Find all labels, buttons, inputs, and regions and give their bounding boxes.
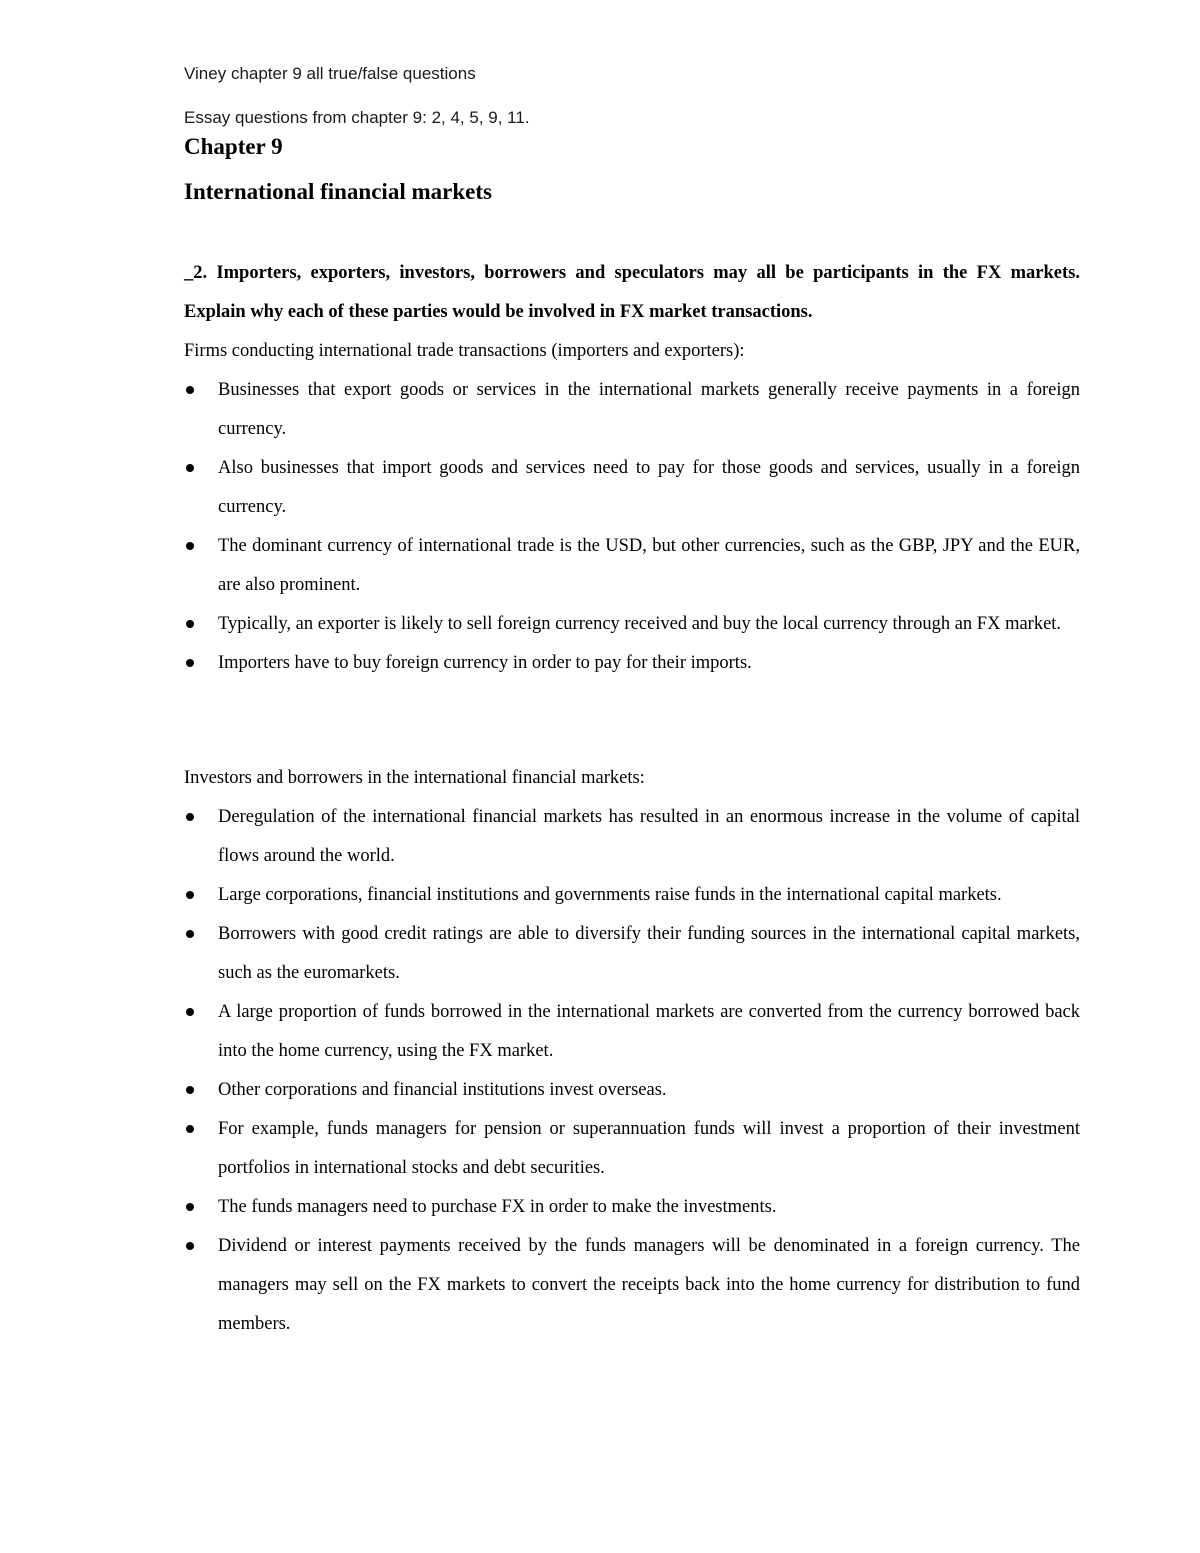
list-item-text: A large proportion of funds borrowed in the international markets are converted from the currency borrowed back into the home currency, using the FX market. — [218, 1002, 1080, 1061]
bullet-icon — [186, 1203, 194, 1211]
list-item-text: For example, funds managers for pension or superannuation funds will invest a proportion of their investment portfolios in international stocks and debt securities. — [218, 1119, 1080, 1178]
bullet-list-investors-borrowers — [184, 798, 1080, 1344]
list-item-text: The funds managers need to purchase FX in order to make the investments. — [218, 1197, 777, 1217]
bullet-icon — [186, 659, 194, 667]
section-intro-trade-firms: Firms conducting international trade transactions (importers and exporters): — [184, 341, 745, 361]
list-item — [184, 527, 1080, 605]
list-item — [184, 993, 1080, 1071]
list-item — [184, 1071, 1080, 1110]
bullet-icon — [186, 1242, 194, 1250]
bullet-icon — [186, 891, 194, 899]
list-item-text: The dominant currency of international trade is the USD, but other currencies, such as the GBP, JPY and the EUR, are also prominent. — [218, 536, 1080, 595]
bullet-icon — [186, 930, 194, 938]
list-item-text: Dividend or interest payments received by the funds managers will be denominated in a foreign currency. The managers may sell on the FX markets to convert the receipts back into the home currency for distribution to fund members. — [218, 1236, 1080, 1334]
list-item-text: Businesses that export goods or services in the international markets generally receive payments in a foreign currency. — [218, 380, 1080, 439]
bullet-icon — [186, 1125, 194, 1133]
list-item — [184, 644, 1080, 683]
essay-question: _2. Importers, exporters, investors, borrowers and speculators may all be participants in the FX markets. Explain why each of these parties would be involved in FX market transactions. — [184, 263, 1080, 322]
bullet-icon — [186, 620, 194, 628]
list-item — [184, 1188, 1080, 1227]
header-note-true-false: Viney chapter 9 all true/false questions — [184, 64, 476, 83]
chapter-title: Chapter 9 — [184, 134, 283, 159]
bullet-icon — [186, 542, 194, 550]
list-item — [184, 915, 1080, 993]
list-item — [184, 1227, 1080, 1344]
list-item — [184, 876, 1080, 915]
list-item-text: Large corporations, financial institutions and governments raise funds in the international capital markets. — [218, 885, 1002, 905]
list-item-text: Deregulation of the international financial markets has resulted in an enormous increase in the volume of capital flows around the world. — [218, 807, 1080, 866]
list-item-text: Also businesses that import goods and services need to pay for those goods and services, usually in a foreign currency. — [218, 458, 1080, 517]
list-item — [184, 605, 1080, 644]
bullet-icon — [186, 813, 194, 821]
chapter-subtitle: International financial markets — [184, 179, 492, 204]
list-item — [184, 798, 1080, 876]
list-item-text: Other corporations and financial institutions invest overseas. — [218, 1080, 667, 1100]
bullet-list-trade-firms — [184, 371, 1080, 683]
list-item — [184, 371, 1080, 449]
bullet-icon — [186, 464, 194, 472]
list-item-text: Borrowers with good credit ratings are able to diversify their funding sources in the international capital markets, such as the euromarkets. — [218, 924, 1080, 983]
bullet-icon — [186, 1008, 194, 1016]
section-intro-investors-borrowers: Investors and borrowers in the international financial markets: — [184, 768, 645, 788]
header-note-essay-questions: Essay questions from chapter 9: 2, 4, 5, 9, 11. — [184, 108, 530, 127]
list-item — [184, 1110, 1080, 1188]
bullet-icon — [186, 1086, 194, 1094]
list-item-text: Typically, an exporter is likely to sell foreign currency received and buy the local currency through an FX market. — [218, 614, 1062, 634]
list-item — [184, 449, 1080, 527]
list-item-text: Importers have to buy foreign currency in order to pay for their imports. — [218, 653, 752, 673]
bullet-icon — [186, 386, 194, 394]
